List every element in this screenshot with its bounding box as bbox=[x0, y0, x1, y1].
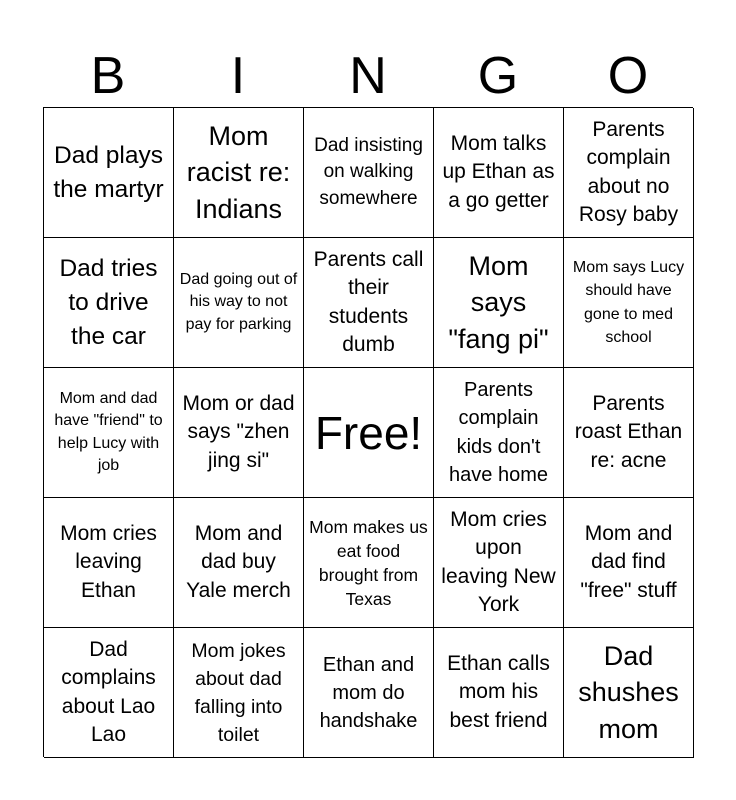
bingo-cell-text: Mom makes us eat food brought from Texas bbox=[309, 516, 428, 609]
bingo-cell-text: Dad insisting on walking somewhere bbox=[314, 134, 423, 209]
bingo-cell-text: Mom says Lucy should have gone to med school bbox=[572, 258, 685, 346]
bingo-cell-text: Mom and dad find "free" stuff bbox=[580, 521, 677, 602]
bingo-cell-r0-c2[interactable] bbox=[304, 108, 434, 238]
bingo-cell-text: Mom cries leaving Ethan bbox=[60, 521, 157, 602]
bingo-cell-r1-c1[interactable] bbox=[174, 238, 304, 368]
bingo-cell-r1-c0[interactable] bbox=[44, 238, 174, 368]
bingo-cell-r1-c2[interactable] bbox=[304, 238, 434, 368]
bingo-cell-r1-c4[interactable] bbox=[564, 238, 694, 368]
header-letter-i: I bbox=[230, 47, 246, 105]
bingo-cell-r2-c3[interactable] bbox=[434, 368, 564, 498]
bingo-cell-r1-c3[interactable] bbox=[434, 238, 564, 368]
bingo-cell-text: Mom says "fang pi" bbox=[448, 250, 549, 354]
bingo-cell-r2-c1[interactable] bbox=[174, 368, 304, 498]
bingo-cell-text: Parents roast Ethan re: acne bbox=[574, 391, 683, 472]
header-letter-o: O bbox=[607, 47, 649, 105]
header-letter-g: G bbox=[477, 47, 519, 105]
bingo-cell-r2-c0[interactable] bbox=[44, 368, 174, 498]
bingo-cell-text: Mom jokes about dad falling into toilet bbox=[191, 639, 286, 746]
free-space-text: Free! bbox=[314, 406, 423, 459]
bingo-cell-r0-c4[interactable] bbox=[564, 108, 694, 238]
bingo-cell-r3-c4[interactable] bbox=[564, 498, 694, 628]
bingo-cell-text: Mom cries upon leaving New York bbox=[441, 507, 556, 616]
bingo-cell-text: Parents call their students dumb bbox=[313, 247, 424, 356]
bingo-cell-r0-c0[interactable] bbox=[44, 108, 174, 238]
bingo-cell-r4-c0[interactable] bbox=[44, 628, 174, 758]
bingo-board bbox=[43, 107, 693, 757]
bingo-cell-free[interactable] bbox=[304, 368, 434, 498]
header-letter-b: B bbox=[90, 47, 126, 105]
bingo-cell-text: Ethan and mom do handshake bbox=[319, 653, 418, 732]
bingo-cell-r4-c2[interactable] bbox=[304, 628, 434, 758]
bingo-cell-text: Dad going out of his way to not pay for parking bbox=[179, 270, 298, 333]
bingo-cell-text: Parents complain kids don't have home bbox=[449, 378, 548, 486]
bingo-cell-text: Mom or dad says "zhen jing si" bbox=[182, 391, 295, 472]
bingo-cell-text: Mom talks up Ethan as a go getter bbox=[442, 131, 555, 212]
bingo-cell-text: Parents complain about no Rosy baby bbox=[578, 117, 679, 226]
bingo-cell-text: Dad tries to drive the car bbox=[59, 254, 158, 350]
bingo-cell-r3-c2[interactable] bbox=[304, 498, 434, 628]
header-letter-n: N bbox=[349, 47, 387, 105]
bingo-cell-r3-c0[interactable] bbox=[44, 498, 174, 628]
bingo-cell-r0-c3[interactable] bbox=[434, 108, 564, 238]
bingo-cell-r4-c3[interactable] bbox=[434, 628, 564, 758]
bingo-header bbox=[43, 44, 693, 108]
bingo-cell-r2-c4[interactable] bbox=[564, 368, 694, 498]
bingo-cell-text: Dad shushes mom bbox=[578, 640, 679, 744]
bingo-cell-text: Dad plays the martyr bbox=[53, 141, 164, 203]
bingo-cell-text: Mom racist re: Indians bbox=[186, 120, 291, 224]
bingo-cell-r3-c1[interactable] bbox=[174, 498, 304, 628]
bingo-cell-text: Dad complains about Lao Lao bbox=[61, 637, 156, 746]
bingo-cell-r3-c3[interactable] bbox=[434, 498, 564, 628]
bingo-cell-r4-c1[interactable] bbox=[174, 628, 304, 758]
bingo-cell-text: Ethan calls mom his best friend bbox=[447, 651, 550, 732]
bingo-cell-r0-c1[interactable] bbox=[174, 108, 304, 238]
bingo-cell-r4-c4[interactable] bbox=[564, 628, 694, 758]
bingo-cell-text: Mom and dad have "friend" to help Lucy with job bbox=[54, 389, 163, 474]
bingo-cell-text: Mom and dad buy Yale merch bbox=[186, 521, 291, 602]
